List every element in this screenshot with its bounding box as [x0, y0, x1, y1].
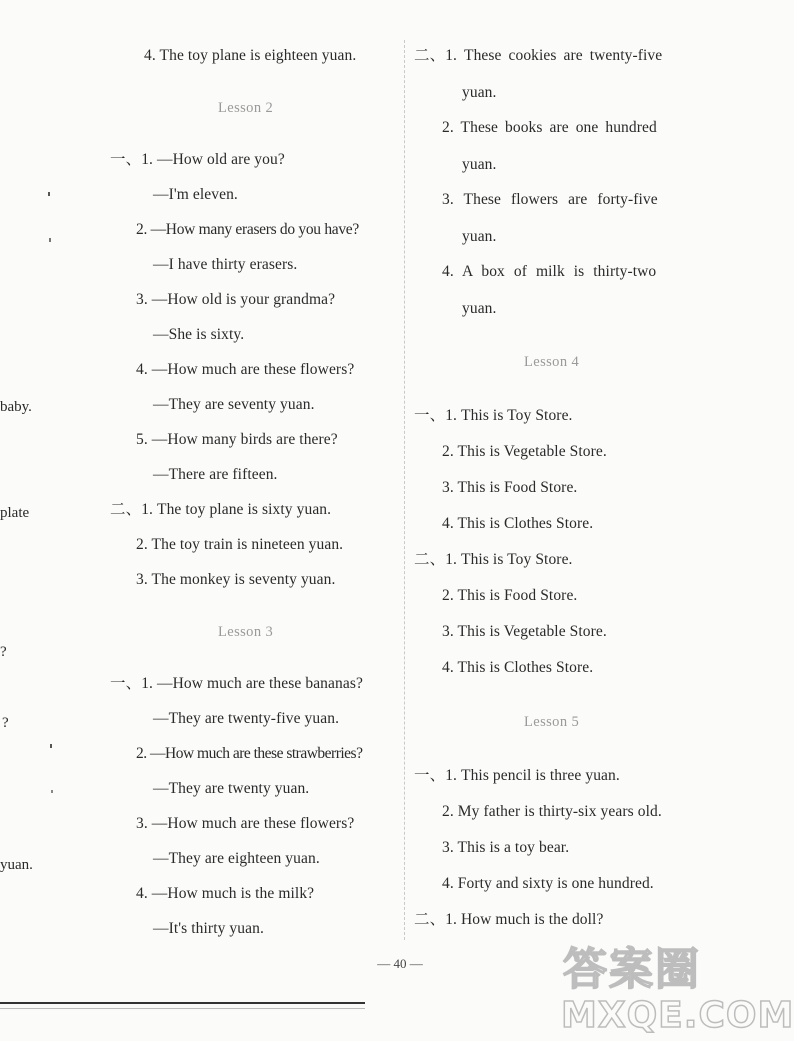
answer-line: 2. My father is thirty-six years old. [442, 803, 662, 820]
answer-line: 二、1. How much is the doll? [414, 911, 604, 928]
answer-line: 4. The toy plane is eighteen yuan. [144, 47, 357, 64]
answer-line: 二、1. These cookies are twenty-five [414, 47, 663, 64]
lesson-heading: Lesson 3 [218, 624, 274, 640]
answer-line: 2. These books are one hundred [442, 119, 657, 136]
answer-line: 二、1. The toy plane is sixty yuan. [110, 501, 332, 518]
answer-line: yuan. [462, 300, 497, 317]
answer-line: 一、1. —How old are you? [110, 151, 285, 168]
answer-line: —They are seventy yuan. [153, 396, 315, 413]
answer-line: 3. This is Vegetable Store. [442, 623, 607, 640]
edge-fragment: yuan. [0, 857, 33, 873]
answer-line: 4. A box of milk is thirty-two [442, 263, 657, 280]
answer-line: 4. Forty and sixty is one hundred. [442, 875, 654, 892]
edge-fragment: baby. [0, 399, 32, 415]
answer-line: 4. —How much is the milk? [136, 885, 315, 902]
edge-fragment: ? [2, 715, 9, 731]
bottom-rule-thin [0, 1008, 365, 1009]
watermark-text-top: 答案圈 [563, 944, 701, 995]
answer-line: 3. This is Food Store. [442, 479, 578, 496]
answer-line: —They are twenty-five yuan. [153, 710, 340, 727]
answer-line: 2. This is Food Store. [442, 587, 578, 604]
answer-line: yuan. [462, 156, 497, 173]
bottom-rule [0, 1002, 365, 1004]
answer-line: 3. The monkey is seventy yuan. [136, 571, 336, 588]
answer-line: 2. This is Vegetable Store. [442, 443, 607, 460]
answer-line: 一、1. This pencil is three yuan. [414, 767, 620, 784]
lesson-heading: Lesson 2 [218, 100, 274, 116]
lesson-heading: Lesson 4 [524, 354, 580, 370]
answer-line: 4. This is Clothes Store. [442, 659, 594, 676]
answer-line: 3. —How old is your grandma? [136, 291, 336, 308]
watermark-logo [555, 944, 794, 1041]
answer-line: 4. —How much are these flowers? [136, 361, 355, 378]
answer-line: 4. This is Clothes Store. [442, 515, 594, 532]
speck [51, 790, 53, 793]
answer-line: 3. These flowers are forty-five [442, 191, 658, 208]
speck [48, 192, 50, 196]
answer-line: 二、1. This is Toy Store. [414, 551, 573, 568]
answer-line: —They are eighteen yuan. [153, 850, 320, 867]
answer-line: yuan. [462, 228, 497, 245]
answer-line: —I'm eleven. [153, 186, 238, 203]
answer-line: 2. The toy train is nineteen yuan. [136, 536, 344, 553]
answer-line: 一、1. —How much are these bananas? [110, 675, 363, 692]
answer-line: —They are twenty yuan. [153, 780, 310, 797]
edge-fragment: ? [0, 644, 7, 660]
column-divider [404, 40, 405, 940]
lesson-heading: Lesson 5 [524, 714, 580, 730]
answer-line: 3. —How much are these flowers? [136, 815, 355, 832]
answer-line: 3. This is a toy bear. [442, 839, 570, 856]
answer-line: —It's thirty yuan. [153, 920, 264, 937]
page-number: — 40 — [377, 956, 423, 971]
answer-line: —There are fifteen. [153, 466, 278, 483]
speck [50, 744, 52, 748]
speck [49, 238, 51, 242]
watermark-text-bottom: MXQE.COM [561, 995, 794, 1036]
answer-line: 2. —How many erasers do you have? [136, 221, 359, 238]
answer-line: 2. —How much are these strawberries? [136, 745, 363, 762]
answer-line: —I have thirty erasers. [153, 256, 298, 273]
answer-line: —She is sixty. [153, 326, 245, 343]
answer-line: yuan. [462, 84, 497, 101]
answer-line: 5. —How many birds are there? [136, 431, 338, 448]
edge-fragment: plate [0, 505, 30, 521]
answer-line: 一、1. This is Toy Store. [414, 407, 573, 424]
